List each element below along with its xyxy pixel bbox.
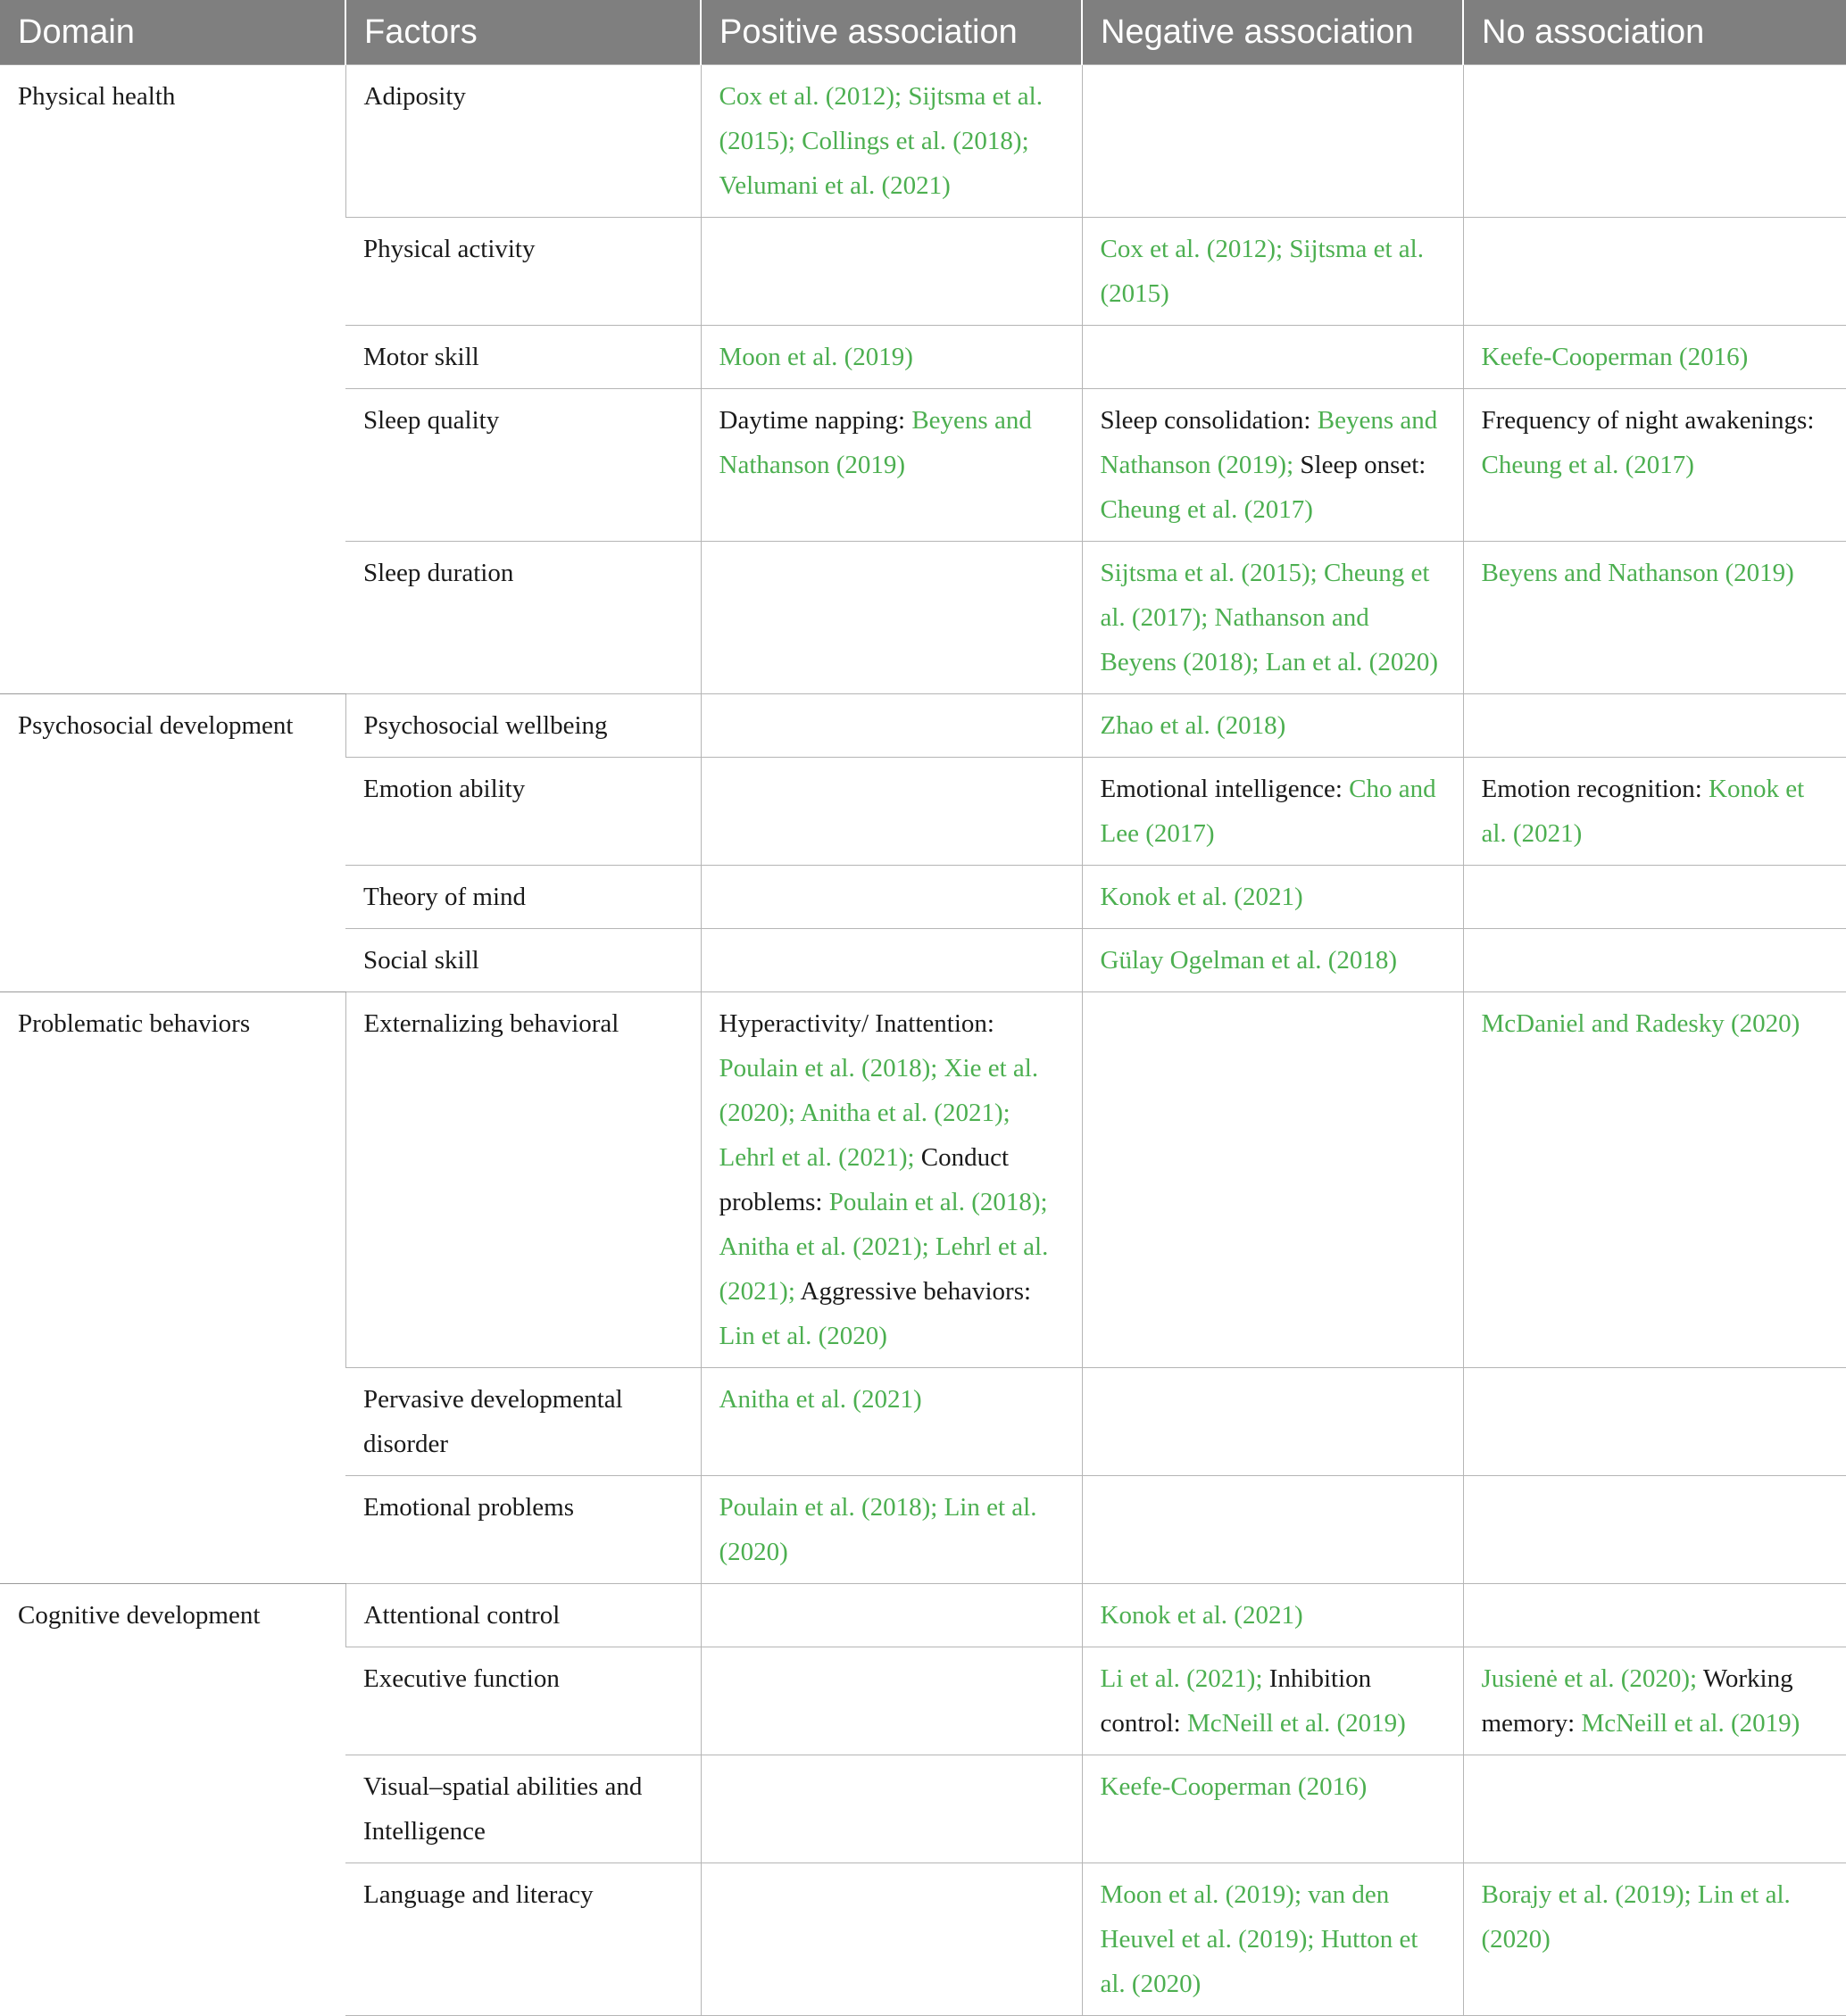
positive-association-cell xyxy=(701,1755,1082,1863)
reference-link[interactable]: Beyens and Nathanson (2019); xyxy=(1100,406,1438,479)
positive-association-cell xyxy=(701,1476,1082,1584)
reference-link[interactable]: McNeill et al. (2019) xyxy=(1581,1709,1800,1738)
positive-association-cell xyxy=(701,929,1082,992)
positive-association-cell xyxy=(701,218,1082,326)
no-association-cell xyxy=(1463,1368,1846,1476)
subfactor-label: Conduct problems: xyxy=(719,1143,1010,1216)
reference-link[interactable]: Cheung et al. (2017) xyxy=(1100,495,1313,524)
factor-cell: Externalizing behavioral xyxy=(345,992,701,1368)
header-domain: Domain xyxy=(0,0,345,65)
subfactor-label: Emotional intelligence: xyxy=(1100,775,1350,803)
header-factors: Factors xyxy=(345,0,701,65)
no-association-cell xyxy=(1463,326,1846,389)
table-header xyxy=(0,0,1846,65)
negative-association-cell xyxy=(1082,929,1463,992)
subfactor-label: Working memory: xyxy=(1481,1664,1793,1738)
no-association-cell xyxy=(1463,218,1846,326)
factor-cell: Social skill xyxy=(345,929,701,992)
negative-association-cell xyxy=(1082,758,1463,866)
table-row xyxy=(0,992,1846,1368)
no-association-cell xyxy=(1463,1863,1846,2016)
no-association-cell xyxy=(1463,1584,1846,1647)
domain-cell: Physical health xyxy=(0,65,345,694)
reference-link[interactable]: Anitha et al. (2021) xyxy=(719,1385,922,1414)
negative-association-cell xyxy=(1082,866,1463,929)
no-association-cell xyxy=(1463,389,1846,542)
negative-association-cell xyxy=(1082,389,1463,542)
reference-link[interactable]: Cox et al. (2012); Sijtsma et al. (2015) xyxy=(1100,235,1424,308)
reference-link[interactable]: Beyens and Nathanson (2019) xyxy=(1481,559,1794,587)
table-row xyxy=(0,65,1846,218)
positive-association-cell xyxy=(701,542,1082,694)
reference-link[interactable]: Poulain et al. (2018); Lin et al. (2020) xyxy=(719,1493,1037,1566)
no-association-cell xyxy=(1463,929,1846,992)
no-association-cell xyxy=(1463,866,1846,929)
positive-association-cell xyxy=(701,1647,1082,1755)
reference-link[interactable]: Zhao et al. (2018) xyxy=(1100,711,1286,740)
reference-link[interactable]: Beyens and Nathanson (2019) xyxy=(719,406,1032,479)
positive-association-cell xyxy=(701,694,1082,758)
reference-link[interactable]: Borajy et al. (2019); Lin et al. (2020) xyxy=(1481,1880,1791,1954)
factor-cell: Adiposity xyxy=(345,65,701,218)
no-association-cell xyxy=(1463,65,1846,218)
reference-link[interactable]: Jusienė et al. (2020); xyxy=(1481,1664,1698,1693)
reference-link[interactable]: Poulain et al. (2018); Xie et al. (2020); Anitha et al. (2021); Lehrl et al. (2021); xyxy=(719,1054,1039,1172)
table-row xyxy=(0,694,1846,758)
subfactor-label: Sleep consolidation: xyxy=(1100,406,1318,435)
negative-association-cell xyxy=(1082,992,1463,1368)
positive-association-cell xyxy=(701,326,1082,389)
factor-cell: Theory of mind xyxy=(345,866,701,929)
no-association-cell xyxy=(1463,694,1846,758)
no-association-cell xyxy=(1463,1755,1846,1863)
reference-link[interactable]: Cheung et al. (2017) xyxy=(1481,451,1694,479)
reference-link[interactable]: Keefe-Cooperman (2016) xyxy=(1100,1772,1368,1801)
reference-link[interactable]: Lin et al. (2020) xyxy=(719,1322,887,1350)
table-body xyxy=(0,65,1846,2016)
reference-link[interactable]: Konok et al. (2021) xyxy=(1100,883,1303,911)
reference-link[interactable]: Cho and Lee (2017) xyxy=(1100,775,1436,848)
factor-cell: Executive function xyxy=(345,1647,701,1755)
reference-link[interactable]: Cox et al. (2012); Sijtsma et al. (2015); Collings et al. (2018); Velumani et al. (2021) xyxy=(719,82,1043,200)
subfactor-label: Sleep onset: xyxy=(1293,451,1426,479)
subfactor-label: Daytime napping: xyxy=(719,406,912,435)
header-no-association: No association xyxy=(1463,0,1846,65)
positive-association-cell xyxy=(701,1863,1082,2016)
no-association-cell xyxy=(1463,1647,1846,1755)
reference-link[interactable]: Moon et al. (2019); van den Heuvel et al. (2019); Hutton et al. (2020) xyxy=(1100,1880,1418,1998)
negative-association-cell xyxy=(1082,1476,1463,1584)
reference-link[interactable]: Gülay Ogelman et al. (2018) xyxy=(1100,946,1398,975)
no-association-cell xyxy=(1463,758,1846,866)
positive-association-cell xyxy=(701,866,1082,929)
positive-association-cell xyxy=(701,65,1082,218)
factor-cell: Attentional control xyxy=(345,1584,701,1647)
reference-link[interactable]: Konok et al. (2021) xyxy=(1481,775,1805,848)
factor-cell: Sleep quality xyxy=(345,389,701,542)
reference-link[interactable]: Konok et al. (2021) xyxy=(1100,1601,1303,1630)
negative-association-cell xyxy=(1082,65,1463,218)
subfactor-label: Aggressive behaviors: xyxy=(794,1277,1032,1306)
table-row xyxy=(0,1584,1846,1647)
negative-association-cell xyxy=(1082,218,1463,326)
no-association-cell xyxy=(1463,1476,1846,1584)
header-row xyxy=(0,0,1846,65)
negative-association-cell xyxy=(1082,542,1463,694)
no-association-cell xyxy=(1463,542,1846,694)
factor-cell: Motor skill xyxy=(345,326,701,389)
reference-link[interactable]: Li et al. (2021); xyxy=(1100,1664,1263,1693)
reference-link[interactable]: Poulain et al. (2018); Anitha et al. (2021); Lehrl et al. (2021); xyxy=(719,1188,1049,1306)
header-negative-association: Negative association xyxy=(1082,0,1463,65)
factor-cell: Sleep duration xyxy=(345,542,701,694)
header-positive-association: Positive association xyxy=(701,0,1082,65)
reference-link[interactable]: McNeill et al. (2019) xyxy=(1186,1709,1406,1738)
positive-association-cell xyxy=(701,992,1082,1368)
negative-association-cell xyxy=(1082,1863,1463,2016)
negative-association-cell xyxy=(1082,1368,1463,1476)
subfactor-label: Frequency of night awakenings: xyxy=(1481,406,1815,435)
negative-association-cell xyxy=(1082,1647,1463,1755)
factor-cell: Pervasive developmental disorder xyxy=(345,1368,701,1476)
subfactor-label: Emotion recognition: xyxy=(1481,775,1709,803)
negative-association-cell xyxy=(1082,326,1463,389)
no-association-cell xyxy=(1463,992,1846,1368)
domain-cell: Problematic behaviors xyxy=(0,992,345,1584)
factor-cell: Psychosocial wellbeing xyxy=(345,694,701,758)
domain-cell: Cognitive development xyxy=(0,1584,345,2016)
negative-association-cell xyxy=(1082,694,1463,758)
factor-cell: Emotion ability xyxy=(345,758,701,866)
reference-link[interactable]: Moon et al. (2019) xyxy=(719,343,913,371)
positive-association-cell xyxy=(701,758,1082,866)
positive-association-cell xyxy=(701,1584,1082,1647)
positive-association-cell xyxy=(701,389,1082,542)
subfactor-label: Hyperactivity/ Inattention: xyxy=(719,1009,994,1038)
domain-cell: Psychosocial development xyxy=(0,694,345,992)
factor-cell: Language and literacy xyxy=(345,1863,701,2016)
positive-association-cell xyxy=(701,1368,1082,1476)
negative-association-cell xyxy=(1082,1584,1463,1647)
subfactor-label: Inhibition control: xyxy=(1100,1664,1372,1738)
reference-link[interactable]: Sijtsma et al. (2015); Cheung et al. (2017); Nathanson and Beyens (2018); Lan et al. (2020) xyxy=(1100,559,1439,676)
factor-cell: Physical activity xyxy=(345,218,701,326)
reference-link[interactable]: Keefe-Cooperman (2016) xyxy=(1481,343,1749,371)
factor-cell: Visual–spatial abilities and Intelligence xyxy=(345,1755,701,1863)
factor-cell: Emotional problems xyxy=(345,1476,701,1584)
negative-association-cell xyxy=(1082,1755,1463,1863)
reference-link[interactable]: McDaniel and Radesky (2020) xyxy=(1481,1009,1800,1038)
